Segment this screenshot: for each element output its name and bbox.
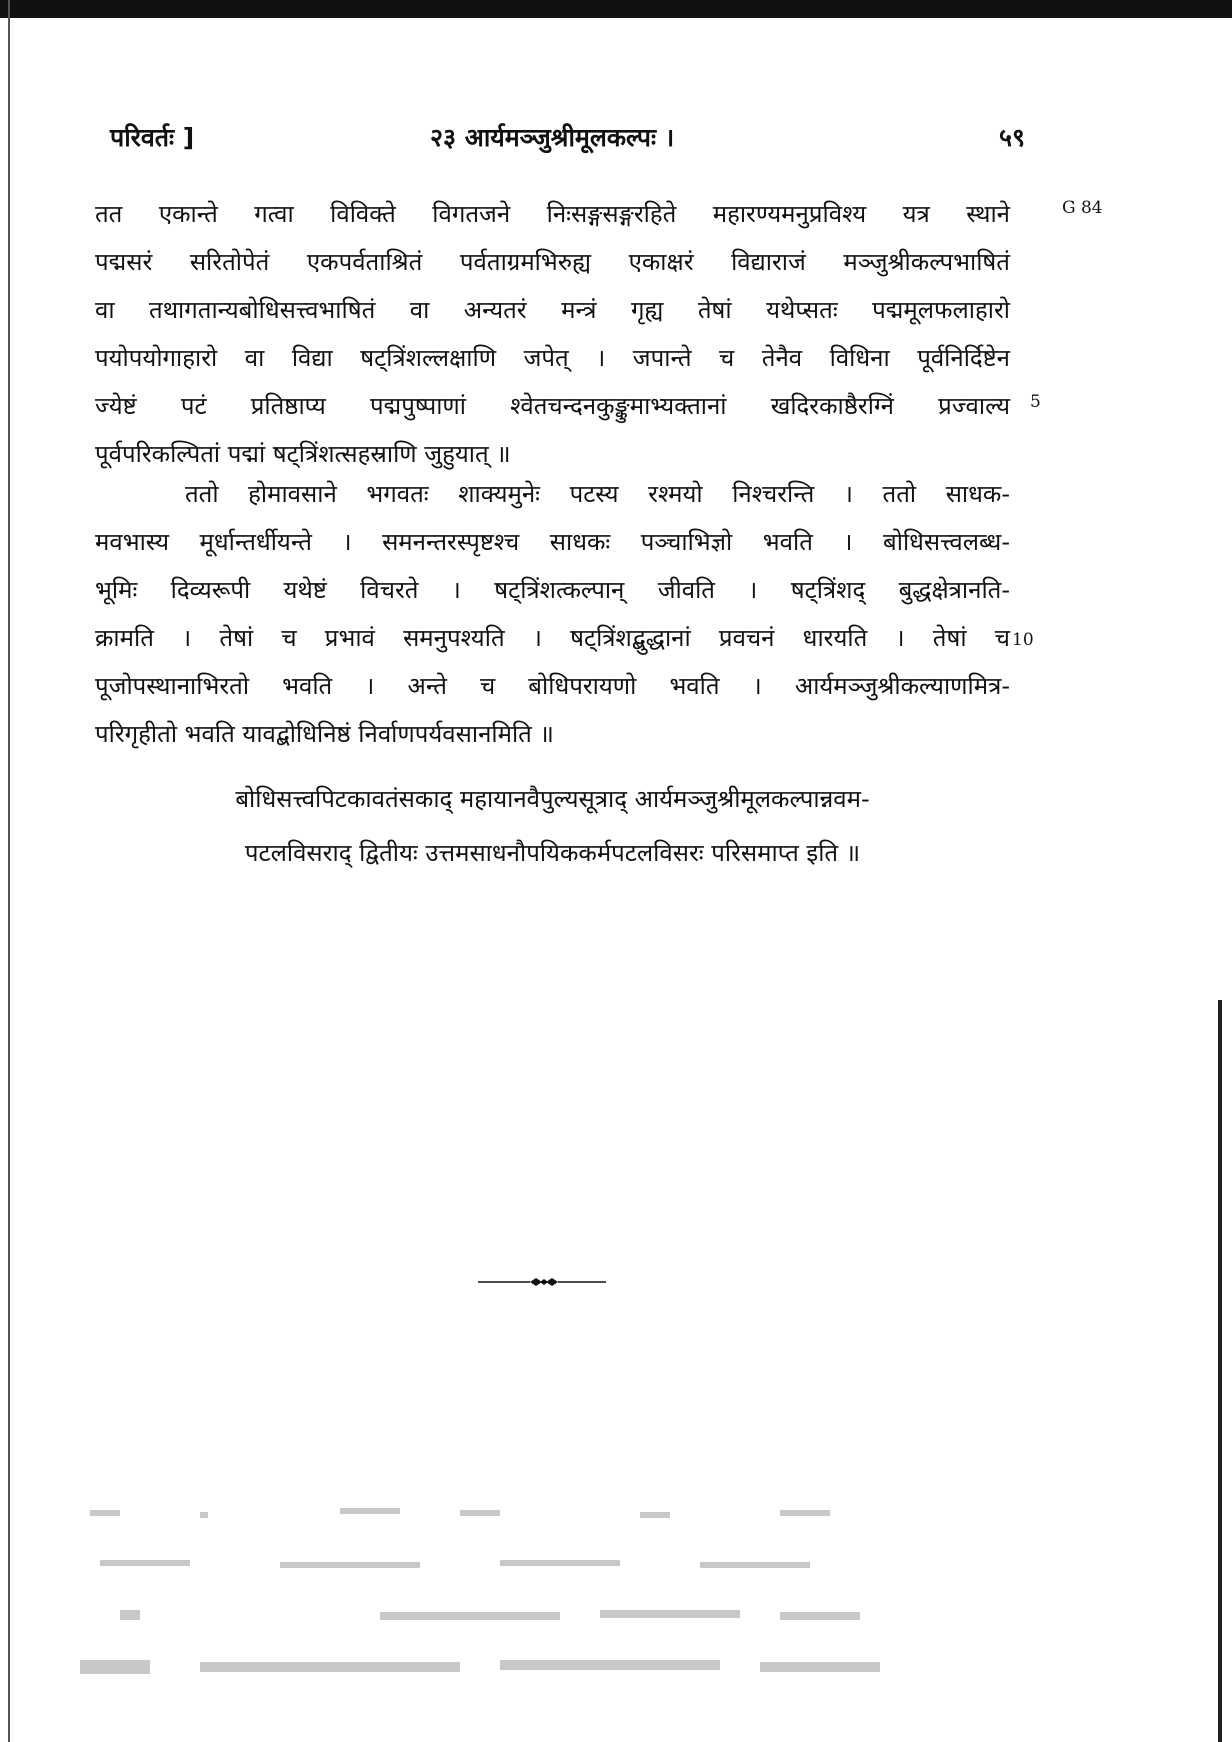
line-number: 5 (1030, 392, 1041, 412)
paragraph-1 (95, 190, 1010, 478)
text-line: भूमिः दिव्यरूपी यथेष्टं विचरते । षट्त्रिंशत्कल्पान् जीवति । षट्त्रिंशद् बुद्धक्षेत्रानति- (95, 576, 1010, 604)
text-line: ज्येष्टं पटं प्रतिष्ठाप्य पद्मपुष्पाणां श्वेतचन्दनकुङ्कुमाभ्यक्तानां खदिरकाष्ठैरग्निं प्रज्वाल्य (95, 392, 1010, 420)
text-line: मवभास्य मूर्धान्तर्धीयन्ते । समनन्तरस्पृष्टश्च साधकः पञ्चाभिज्ञो भवति । बोधिसत्त्वलब्ध- (95, 528, 1010, 556)
section-end-ornament (478, 1275, 606, 1289)
text-line: पूजोपस्थानाभिरतो भवति । अन्ते च बोधिपरायणो भवति । आर्यमञ्जुश्रीकल्याणमित्र- (95, 672, 1010, 700)
book-title: २३ आर्यमञ्जुश्रीमूलकल्पः । (430, 123, 675, 152)
text-line: पद्मसरं सरितोपेतं एकपर्वताश्रितं पर्वताग्रमभिरुह्य एकाक्षरं विद्याराजं मञ्जुश्रीकल्पभाषितं (95, 248, 1010, 276)
text-line: ततो होमावसाने भगवतः शाक्यमुनेः पटस्य रश्मयो निश्चरन्ति । ततो साधक- (185, 480, 1010, 508)
chapter-colophon (95, 772, 1010, 880)
text-line: पयोपयोगाहारो वा विद्या षट्त्रिंशल्लक्षाणि जपेत् । जपान्ते च तेनैव विधिना पूर्वनिर्दिष्टेन (95, 344, 1010, 372)
margin-reference: G 84 (1062, 198, 1103, 218)
paragraph-2 (95, 470, 1010, 758)
colophon-line: बोधिसत्त्वपिटकावतंसकाद् महायानवैपुल्यसूत्राद् आर्यमञ्जुश्रीमूलकल्पान्नवम- (235, 785, 870, 813)
text-line: क्रामति । तेषां च प्रभावं समनुपश्यति । षट्त्रिंशद्बुद्धानां प्रवचनं धारयति । तेषां च (95, 624, 1010, 652)
colophon-line: पटलविसराद् द्वितीयः उत्तमसाधनौपयिककर्मपटलविसरः परिसमाप्त इति ॥ (244, 839, 861, 867)
text-line: परिगृहीतो भवति यावद्बोधिनिष्ठं निर्वाणपर्यवसानमिति ॥ (95, 720, 554, 748)
text-line: पूर्वपरिकल्पितां पद्मां षट्त्रिंशत्सहस्राणि जुहुयात् ॥ (95, 440, 511, 468)
top-border (0, 0, 1232, 18)
bleed-through-noise (80, 1500, 980, 1730)
line-number: 10 (1012, 630, 1034, 650)
text-line: तत एकान्ते गत्वा विविक्ते विगतजने निःसङ्गसङ्गरहिते महारण्यमनुप्रविश्य यत्र स्थाने (95, 200, 1010, 228)
chapter-label: परिवर्तः ] (110, 123, 195, 152)
page-number: ५९ (998, 123, 1025, 152)
left-page-edge (8, 0, 10, 1742)
running-header (110, 120, 1025, 160)
text-line: वा तथागतान्यबोधिसत्त्वभाषितं वा अन्यतरं मन्त्रं गृह्य तेषां यथेप्सतः पद्ममूलफलाहारो (95, 296, 1010, 324)
right-page-edge (1218, 1000, 1222, 1742)
